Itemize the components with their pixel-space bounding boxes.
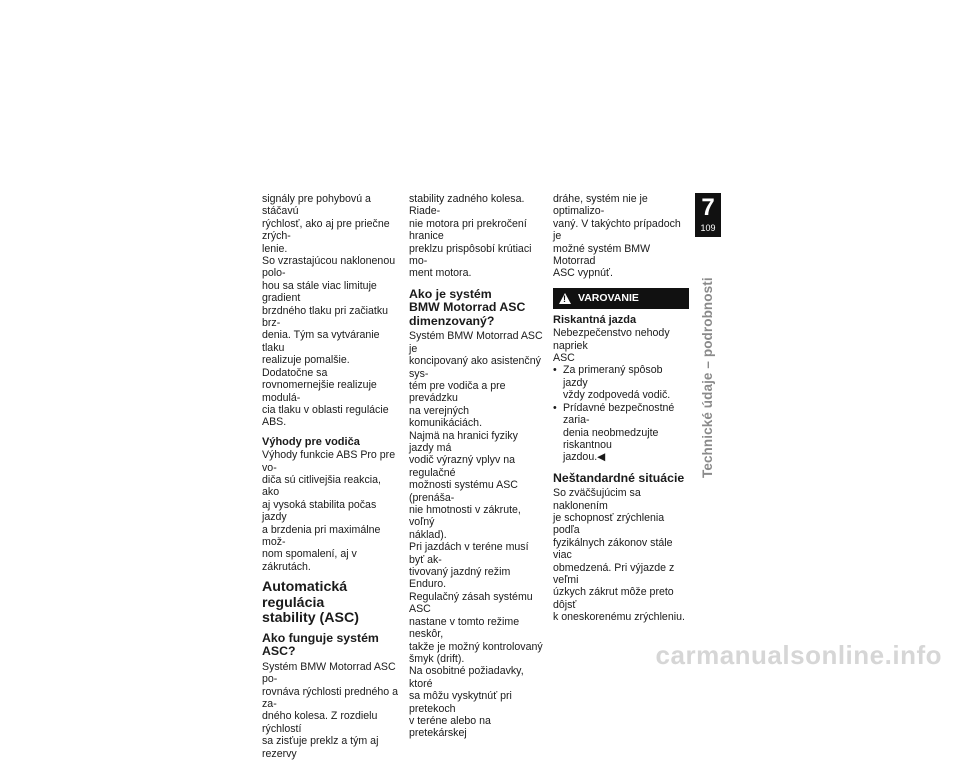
- warning-heading: Riskantná jazda: [553, 313, 637, 326]
- chapter-number: 7: [701, 194, 715, 221]
- text-column-3: [553, 193, 689, 624]
- watermark: carmanualsonline.info: [655, 640, 942, 670]
- list-item: • Prídavné bezpečnostné zaria- denia neobmedzujte riskantnou jazdou.◀: [553, 402, 689, 464]
- bullet-list: [553, 364, 689, 463]
- text-column-2: [409, 193, 544, 740]
- list-item: • Za primeraný spôsob jazdy vždy zodpovedá vodič.: [553, 364, 689, 401]
- paragraph: signály pre pohybovú a stáčavú rýchlosť, ako aj pre priečne zrých- lenie. So vzrastajúcou naklonenou polo- hou sa stále viac limituje gradient brzdného tlaku pri začiatku brz- denia. Tým sa vytváranie tlaku realizuje pomalšie. Dodatočne sa rovnomernejšie realizuje modulá- cia tlaku v oblasti regulácie ABS.: [262, 193, 396, 429]
- paragraph: Výhody funkcie ABS Pro pre vo- diča sú citlivejšia reakcia, ako aj vysoká stabilita počas jazdy a brzdenia pri maximálne mož- nom spomalení, aj v zákrutách.: [262, 449, 396, 573]
- paragraph: Nebezpečenstvo nehody napriek ASC: [553, 327, 670, 365]
- section-heading-nestandard: Neštandardné situácie: [553, 470, 685, 485]
- paragraph: Systém BMW Motorrad ASC po- rovnáva rýchlosti predného a za- dného kolesa. Z rozdielu rýchlostí sa zisťuje preklz a tým aj rezervy: [262, 660, 399, 760]
- text-column-1: [262, 193, 400, 760]
- warning-box: [553, 288, 689, 309]
- paragraph: Systém BMW Motorrad ASC je koncipovaný ako asistenčný sys- tém pre vodiča a pre prevádzku na verejných komunikáciách. Najmä na hranici fyziky jazdy má vodič výrazný vplyv na regulačné možnosti systému ASC (prenáša- nie hmotnosti v zákrute, voľný náklad). Pri jazdách v teréne musí byť ak- tivovaný jazdný režim Enduro. Regulačný zásah systému ASC nastane v tomto režime neskôr, takže je možný kontrolovaný šmyk (drift). Na osobitné požiadavky, ktoré sa môžu vyskytnúť pri pretekoch v teréne alebo na pretekárskej: [409, 330, 543, 740]
- warning-label: VAROVANIE: [578, 292, 639, 305]
- section-heading-ako-funguje: Ako funguje systém ASC?: [262, 630, 379, 659]
- warning-triangle-icon: !: [559, 293, 571, 304]
- chapter-heading-asc: Automatická regulácia stability (ASC): [262, 579, 359, 627]
- paragraph: So zväčšujúcim sa naklonením je schopnosť zrýchlenia podľa fyzikálnych zákonov stále viac obmedzená. Pri výjazde z veľmi úzkych zákrut môže preto dôjsť k oneskorenému zrýchleniu.: [553, 487, 685, 624]
- chapter-side-title: Technické údaje – podrobnosti: [700, 277, 715, 478]
- paragraph: dráhe, systém nie je optimalizo- vaný. V takýchto prípadoch je možné systém BMW Motorrad ASC vypnúť.: [553, 193, 681, 280]
- section-heading-vyhody: Výhody pre vodiča: [262, 435, 360, 448]
- chapter-tab: [695, 193, 721, 237]
- section-heading-dimenzovany: Ako je systém BMW Motorrad ASC dimenzovaný?: [409, 286, 526, 328]
- page-number: 109: [700, 223, 716, 233]
- paragraph: stability zadného kolesa. Riade- nie motora pri prekročení hranice preklzu prispôsobí krútiaci mo- ment motora.: [409, 193, 532, 280]
